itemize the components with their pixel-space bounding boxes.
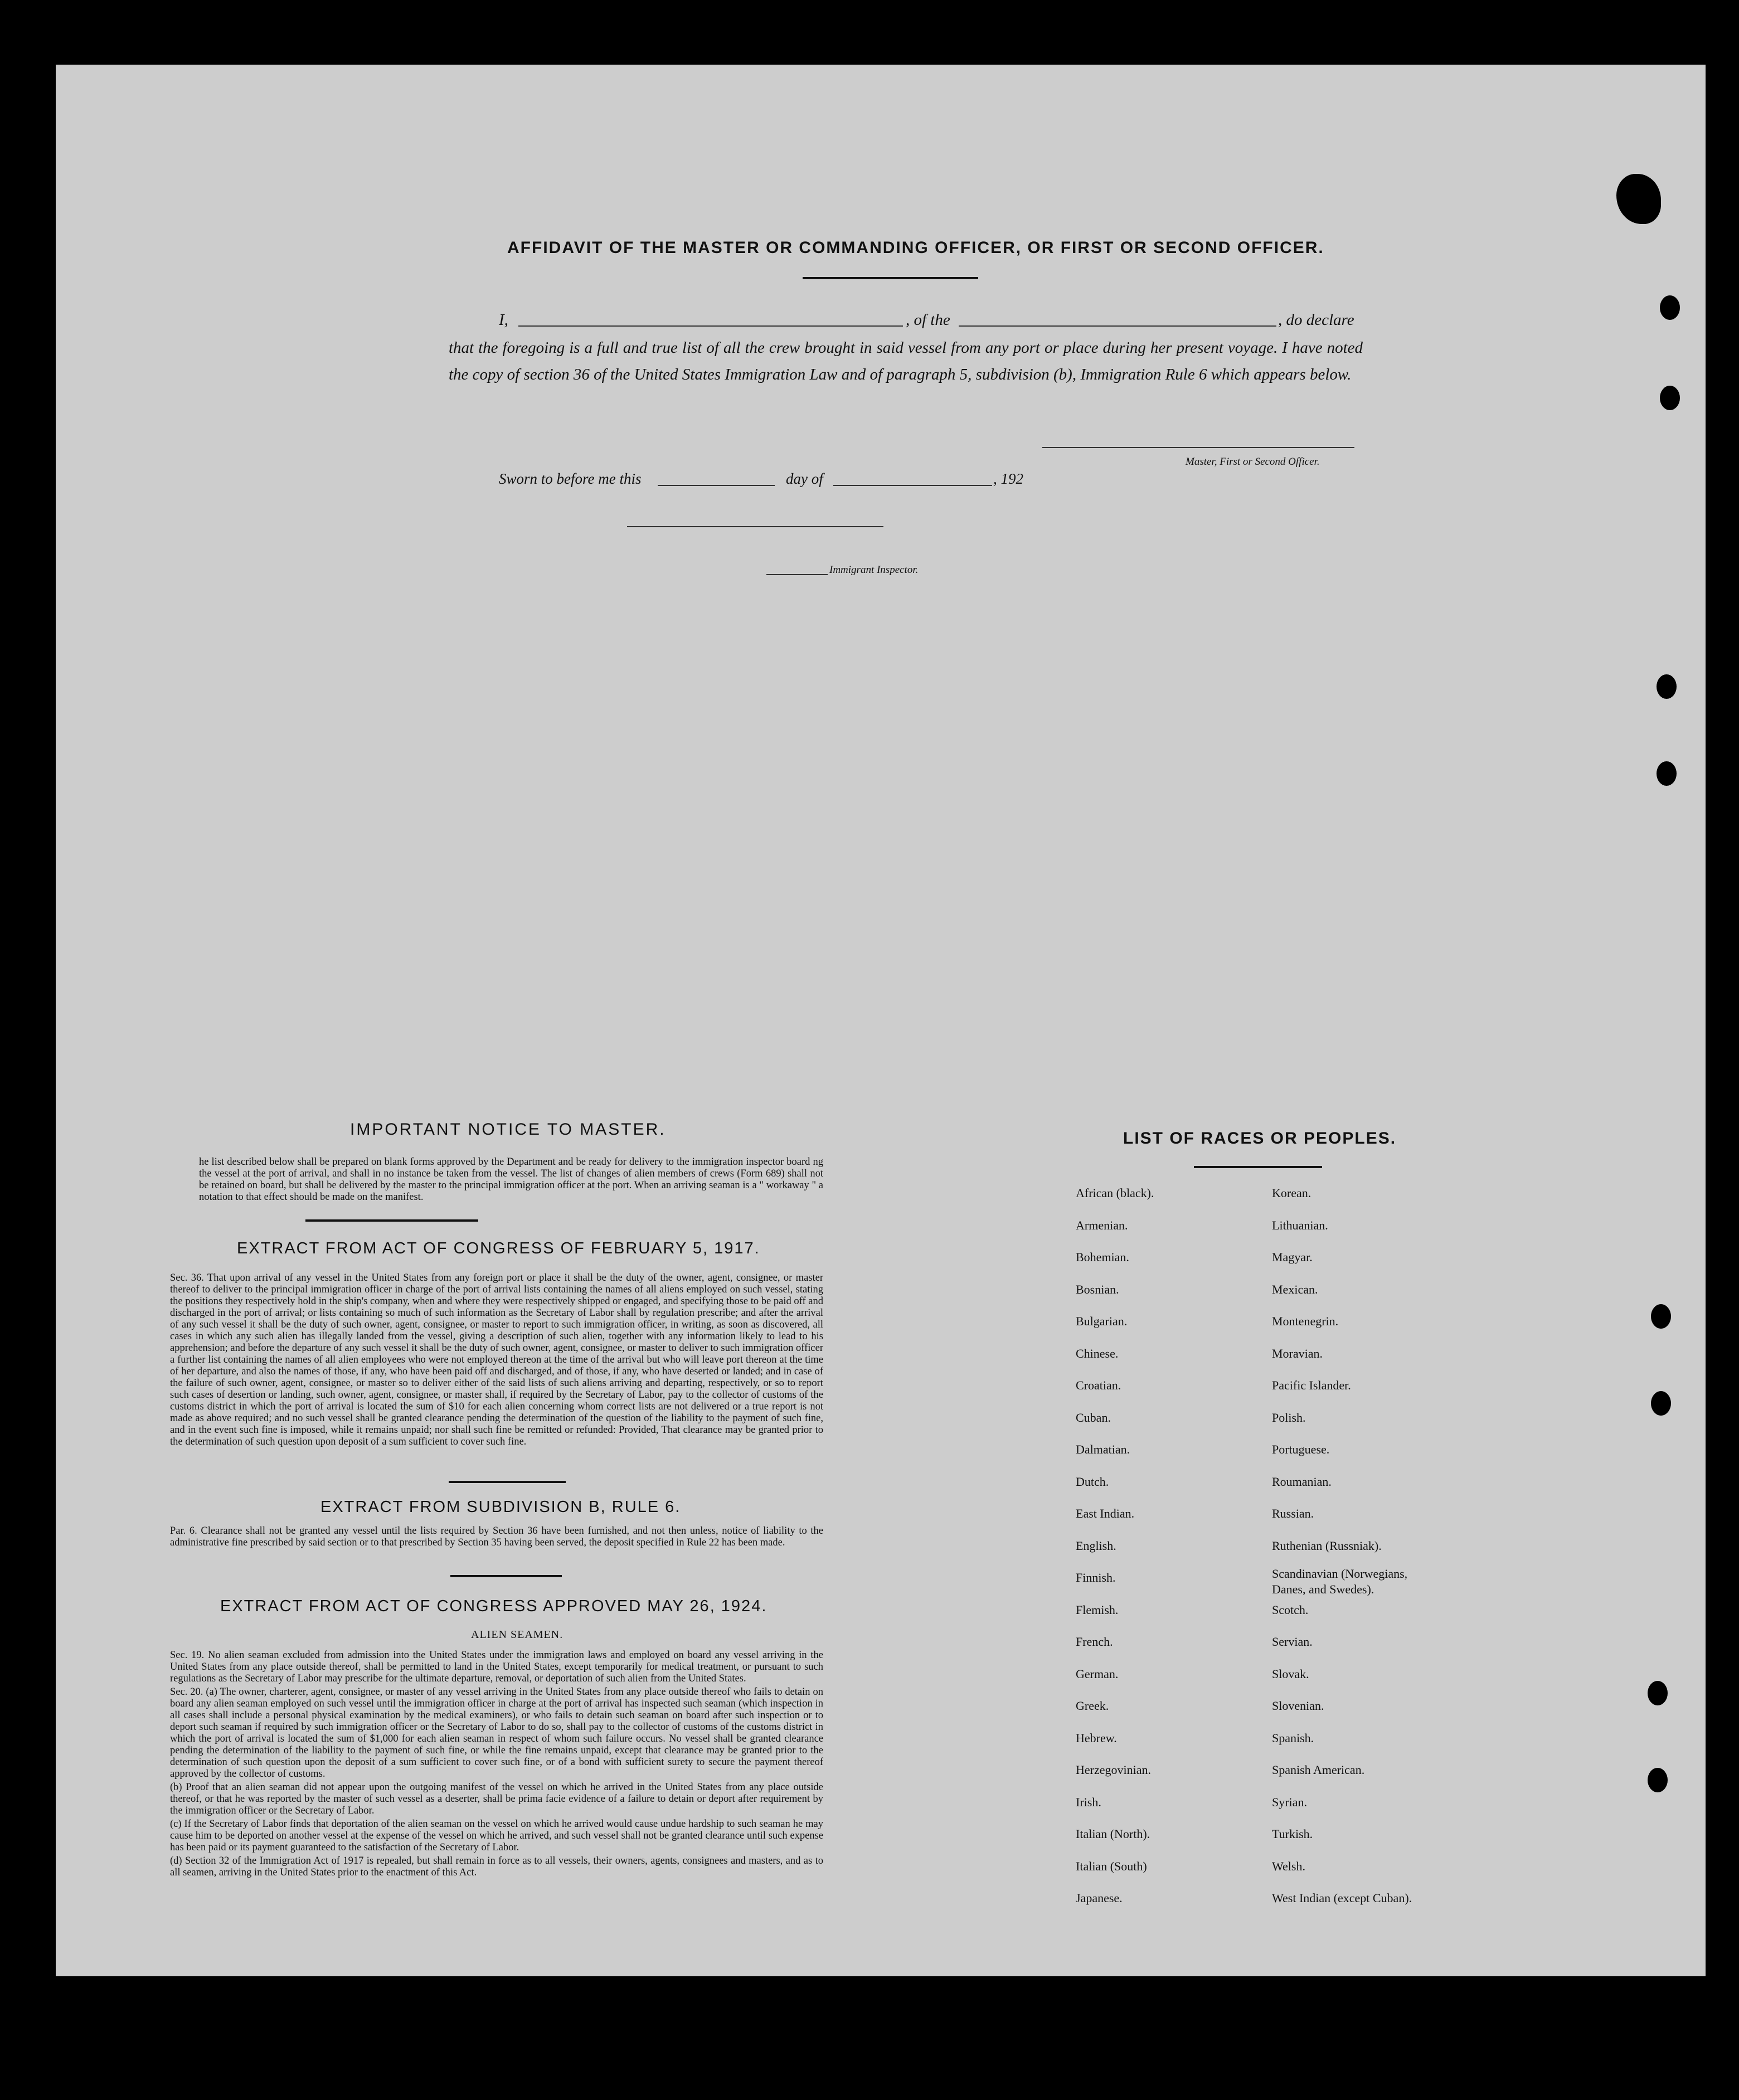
affidavit-body xyxy=(449,334,1363,388)
race-item: East Indian. xyxy=(1076,1506,1135,1520)
race-item: Syrian. xyxy=(1272,1795,1307,1809)
race-item: Mexican. xyxy=(1272,1282,1318,1296)
affidavit-title: AFFIDAVIT OF THE MASTER OR COMMANDING OFFICER, OR FIRST OR SECOND OFFICER. xyxy=(507,239,1324,257)
race-item: West Indian (except Cuban). xyxy=(1272,1891,1412,1905)
race-item: Chinese. xyxy=(1076,1346,1119,1360)
race-item: Greek. xyxy=(1076,1699,1109,1713)
race-item: Cuban. xyxy=(1076,1410,1111,1425)
race-item: Russian. xyxy=(1272,1506,1314,1520)
race-item: Welsh. xyxy=(1272,1859,1305,1873)
extract-1917-paragraph: Sec. 36. That upon arrival of any vessel in the United States from any foreign port or place it shall be the duty of the owner, agent, consignee, or master thereof to deliver to the principal immigration officer in charge of the port of arrival lists containing the names of all aliens employed on such vessel, stating the positions they respectively hold in the ship's company, when and where they were respectively shipped or engaged, and specifying those to be paid off and discharged in the port of arrival; or lists containing so much of such information as the Secretary of Labor shall by regulation prescribe; and after the arrival of any such vessel it shall be the duty of such owner, agent, consignee, or master to report to such immigration officer, in writing, as soon as discovered, all cases in which any such alien has illegally landed from the vessel, giving a description of such alien, together with any information likely to lead to his apprehension; and before the departure of any such vessel it shall be the duty of such owner, agent, consignee, or master to deliver to such immigration officer a further list containing the names of all alien employees who were not employed thereon at the time of the arrival but who will leave port thereon at the time of her departure, and also the names of those, if any, who have been paid off and discharged, and of those, if any, who have deserted or landed; and in case of the failure of such owner, agent, consignee, or master so to deliver either of the said lists of such aliens arriving and departing, respectively, or so to report such cases of desertion or landing, such owner, agent, consignee, or master shall, if required by the Secretary of Labor, pay to the collector of customs of the customs district in which the port of arrival is located the sum of $10 for each alien concerning whom correct lists are not delivered or a true report is not made as above required; and no such vessel shall be granted clearance pending the determination of the question of the liability to the payment of such fine, and in the event such fine is imposed, while it remains unpaid; nor shall such fine be remitted or refunded: Provided, That clearance may be granted prior to the determination of such question upon deposit of a sum sufficient to cover such fine. xyxy=(170,1272,823,1447)
race-item: Herzegovinian. xyxy=(1076,1763,1151,1777)
races-right-column xyxy=(1272,1177,1439,1914)
race-item: Japanese. xyxy=(1076,1891,1123,1905)
races-title: LIST OF RACES OR PEOPLES. xyxy=(1123,1129,1397,1148)
race-item: Lithuanian. xyxy=(1272,1218,1328,1232)
race-item: Dutch. xyxy=(1076,1474,1109,1489)
race-item: Scotch. xyxy=(1272,1602,1309,1617)
declarant-prefix: I, xyxy=(499,311,508,329)
race-item: Servian. xyxy=(1272,1635,1313,1649)
race-item: African (black). xyxy=(1076,1186,1154,1200)
race-item: Italian (North). xyxy=(1076,1827,1150,1841)
race-item: Portuguese. xyxy=(1272,1442,1330,1456)
extract-rule6-title: EXTRACT FROM SUBDIVISION B, RULE 6. xyxy=(320,1498,681,1516)
affidavit-paragraph: that the foregoing is a full and true list of all the crew brought in said vessel from any port or place during her present voyage. I have noted the copy of section 36 of the United States Immigration Law and of paragraph 5, subdivision (b), Immigration Rule 6 which appears below. xyxy=(449,339,1363,383)
extract-1917-title: EXTRACT FROM ACT OF CONGRESS OF FEBRUARY 5, 1917. xyxy=(237,1239,760,1257)
race-item: Italian (South) xyxy=(1076,1859,1147,1873)
race-item: Croatian. xyxy=(1076,1378,1121,1392)
race-item: Irish. xyxy=(1076,1795,1101,1809)
race-item: Pacific Islander. xyxy=(1272,1378,1351,1392)
punch-hole xyxy=(1660,295,1680,320)
extract-1924-subtitle: ALIEN SEAMEN. xyxy=(471,1629,564,1641)
extract-1924-body xyxy=(170,1650,823,1880)
race-item: Armenian. xyxy=(1076,1218,1128,1232)
title-rule xyxy=(803,277,978,279)
race-item: German. xyxy=(1076,1666,1119,1681)
notice-title: IMPORTANT NOTICE TO MASTER. xyxy=(350,1120,666,1139)
section-rule xyxy=(305,1219,478,1222)
race-item: Turkish. xyxy=(1272,1827,1313,1841)
extract-1917-body xyxy=(170,1272,823,1450)
vessel-name-field[interactable] xyxy=(959,325,1276,327)
race-item: Magyar. xyxy=(1272,1250,1313,1264)
sec19-paragraph: Sec. 19. No alien seaman excluded from admission into the United States under the immigration laws and employed on board any vessel arriving in the United States from any place outside thereof, shall be permitted to land in the United States, except temporarily for medical treatment, or pursuant to such regulations as the Secretary of Labor may prescribe for the ultimate departure, removal, or deportation of such alien from the United States. xyxy=(170,1650,823,1684)
inspector-name-line[interactable] xyxy=(766,574,828,575)
vessel-prefix: , of the xyxy=(906,311,950,329)
extract-rule6-paragraph: Par. 6. Clearance shall not be granted any vessel until the lists required by Section 36 have been furnished, and not then unless, notice of liability to the administrative fine prescribed by said section or to that prescribed by Section 35 having been served, the deposit specified in Rule 22 has been made. xyxy=(170,1525,823,1548)
race-item: Bohemian. xyxy=(1076,1250,1129,1264)
race-item: French. xyxy=(1076,1635,1113,1649)
sworn-mid: day of xyxy=(786,470,823,487)
race-item: English. xyxy=(1076,1538,1116,1553)
inspector-signature-line[interactable] xyxy=(627,526,883,527)
punch-hole xyxy=(1657,674,1677,699)
race-item: Bulgarian. xyxy=(1076,1314,1128,1328)
sec20a-paragraph: Sec. 20. (a) The owner, charterer, agent, consignee, or master of any vessel arriving in the United States from any place outside thereof who fails to detain on board any alien seaman employed on such vessel until the immigration officer in charge at the port of arrival has inspected such seaman (which inspection in all cases shall include a personal physical examination by the medical examiners), or who fails to detain such seaman on board after such inspection or to deport such seaman if required by such immigration officer or the Secretary of Labor to do so, shall pay to the collector of customs of the customs district in which the port of arrival is located the sum of $1,000 for each alien seaman in respect of whom such failure occurs. No vessel shall be granted clearance pending the determination of the liability to the payment of such fine, or while the fine remains unpaid, except that clearance may be granted prior to the determination of such question upon the deposit of a sum sufficient to cover such fine, or of a bond with sufficient surety to secure the payment thereof approved by the collector of customs. xyxy=(170,1686,823,1780)
races-rule xyxy=(1194,1166,1322,1168)
sec20d-paragraph: (d) Section 32 of the Immigration Act of 1917 is repealed, but shall remain in force as to all vessels, their owners, agents, consignees and masters, and as to all seamen, arriving in the United States prior to the enactment of this Act. xyxy=(170,1855,823,1878)
inspector-label: Immigrant Inspector. xyxy=(829,564,919,576)
race-item: Finnish. xyxy=(1076,1571,1116,1584)
extract-1924-title: EXTRACT FROM ACT OF CONGRESS APPROVED MAY 26, 1924. xyxy=(220,1597,768,1615)
declare-text: , do declare xyxy=(1278,311,1354,329)
punch-hole xyxy=(1660,386,1680,410)
section-rule xyxy=(449,1481,566,1483)
punch-hole xyxy=(1648,1681,1668,1705)
sec20c-paragraph: (c) If the Secretary of Labor finds that deportation of the alien seaman on the vessel on which he arrived would cause undue hardship to such seaman he may cause him to be deported on another vessel at the expense of the vessel on which he arrived, and such vessel shall not be granted clearance until such expense has been paid or its payment guaranteed to the satisfaction of the Secretary of Labor. xyxy=(170,1819,823,1853)
race-item: Ruthenian (Russniak). xyxy=(1272,1538,1382,1553)
scan-border xyxy=(1706,0,1739,2100)
race-item: Scandinavian (Norwegians, Danes, and Swedes). xyxy=(1272,1567,1408,1596)
sworn-year: , 192 xyxy=(993,470,1023,487)
extract-rule6-body xyxy=(170,1525,823,1550)
race-item: Slovenian. xyxy=(1272,1699,1324,1713)
declarant-name-field[interactable] xyxy=(518,325,903,327)
signature-label: Master, First or Second Officer. xyxy=(1186,456,1320,468)
race-item: Korean. xyxy=(1272,1186,1311,1200)
notice-paragraph: he list described below shall be prepared on blank forms approved by the Department and be ready for delivery to the immigration inspector board ng the vessel at the port of arrival, and shall in no instance be taken from the vessel. The list of changes of alien members of crews (Form 689) shall not be retained on board, but shall be delivered by the master to the principal immigration officer at the port. When an arriving seaman is a " workaway " a notation to that effect should be made on the manifest. xyxy=(199,1156,823,1203)
race-item: Polish. xyxy=(1272,1410,1306,1425)
race-item: Spanish American. xyxy=(1272,1763,1365,1777)
sworn-prefix: Sworn to before me this xyxy=(499,470,642,487)
sworn-month-field[interactable] xyxy=(833,485,992,486)
signature-line[interactable] xyxy=(1042,447,1354,448)
punch-hole xyxy=(1651,1304,1671,1329)
race-item: Moravian. xyxy=(1272,1346,1323,1360)
punch-hole xyxy=(1651,1391,1671,1416)
races-left-column xyxy=(1076,1177,1154,1914)
race-item: Dalmatian. xyxy=(1076,1442,1130,1456)
punch-hole xyxy=(1657,761,1677,786)
race-item: Roumanian. xyxy=(1272,1474,1332,1489)
section-rule xyxy=(450,1575,562,1577)
race-item: Flemish. xyxy=(1076,1602,1119,1617)
sec20b-paragraph: (b) Proof that an alien seaman did not appear upon the outgoing manifest of the vessel on which he arrived in the United States from any place outside thereof, or that he was reported by the master of such vessel as a deserter, shall be prima facie evidence of a failure to detain or deport after requirement by the immigration officer or the Secretary of Labor. xyxy=(170,1782,823,1816)
race-item: Slovak. xyxy=(1272,1666,1309,1681)
punch-hole xyxy=(1648,1768,1668,1792)
notice-body xyxy=(199,1156,823,1205)
race-item: Montenegrin. xyxy=(1272,1314,1339,1328)
race-item: Hebrew. xyxy=(1076,1730,1117,1745)
race-item: Spanish. xyxy=(1272,1730,1314,1745)
sworn-day-field[interactable] xyxy=(658,485,775,486)
race-item: Bosnian. xyxy=(1076,1282,1119,1296)
